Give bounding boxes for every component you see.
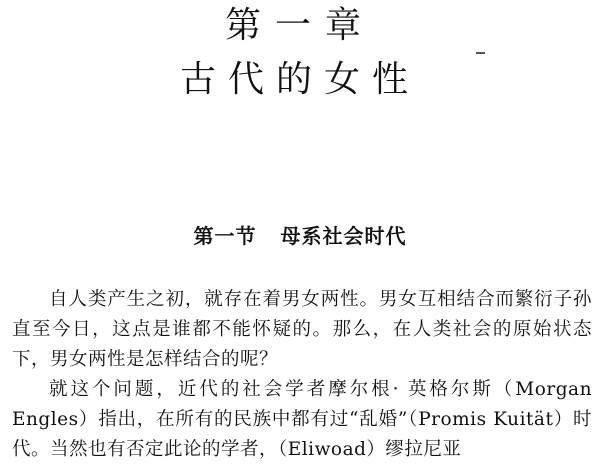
section-number: 第一节 [193, 224, 257, 248]
chapter-number: 第一章 [224, 5, 375, 46]
body-text [12, 285, 592, 465]
section-title: 母系社会时代 [280, 224, 407, 248]
paragraph-1: 自人类产生之初，就存在着男女两性。男女互相结合而繁衍子孙直至今日，这点是谁都不能怀疑的。那么，在人类社会的原始状态下，男女两性是怎样结合的呢？ [12, 289, 592, 370]
scan-mark [476, 52, 485, 54]
section-heading [0, 222, 600, 250]
paragraph-2: 就这个问题，近代的社会学者摩尔根· 英格尔斯（Morgan Engles）指出，在所有的民族中都有过“乱婚”（Promis Kuität）时代。当然也有否定此论的学者，（Eliwoad）缪拉尼亚 [12, 379, 592, 460]
chapter-title: 古代的女性 [179, 59, 420, 100]
